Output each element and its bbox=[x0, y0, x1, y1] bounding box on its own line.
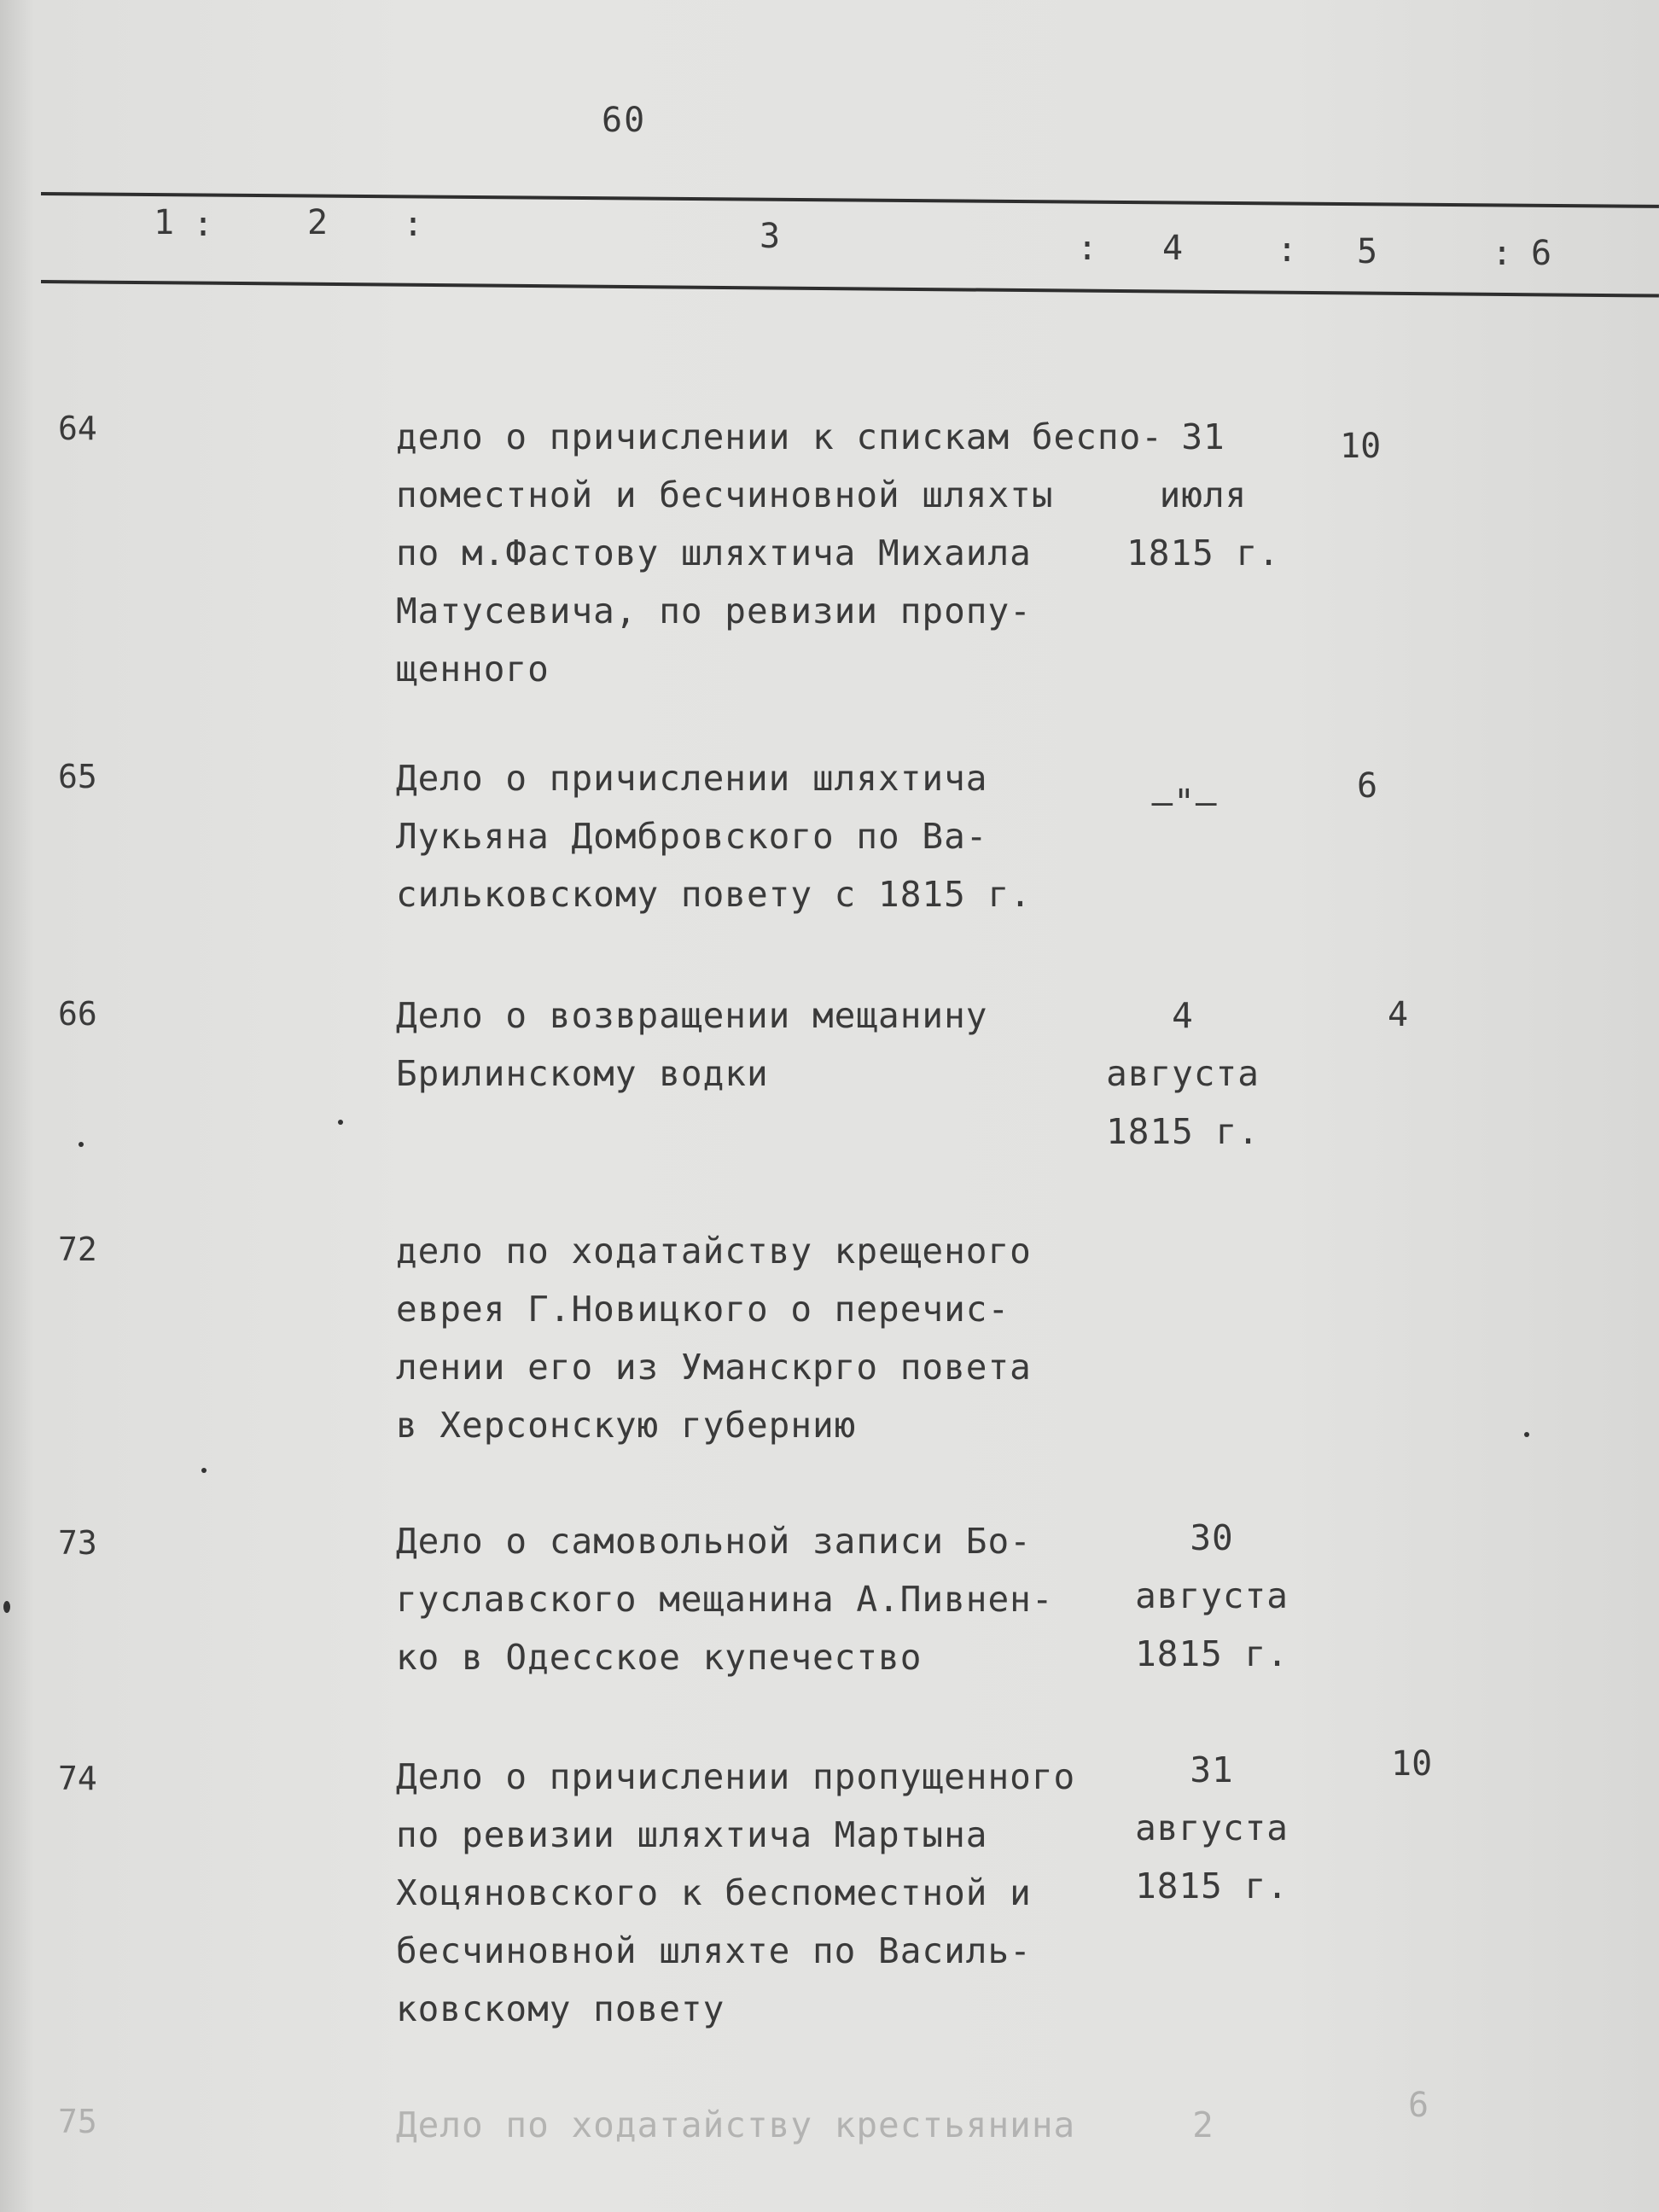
entry-date: 31 августа 1815 г. bbox=[1135, 1749, 1289, 1906]
scan-speck bbox=[201, 1468, 207, 1473]
scan-speck bbox=[79, 1142, 84, 1147]
entry-sheet-count: 10 bbox=[1391, 1744, 1433, 1784]
entry-number: 72 bbox=[58, 1231, 97, 1268]
scan-speck bbox=[3, 1601, 10, 1613]
header-bottom-rule bbox=[41, 280, 1659, 298]
entry-description: Дело по ходатайству крестьянина bbox=[396, 2104, 1076, 2145]
page-number: 60 bbox=[602, 101, 647, 140]
column-separator: : bbox=[403, 205, 424, 244]
entry-description: Дело о самовольной записи Бо- гуславского мещанина А.Пивнен- ко в Одесское купечество bbox=[396, 1521, 1054, 1678]
column-header-4: 4 bbox=[1162, 229, 1184, 268]
entry-date: 30 августа 1815 г. bbox=[1135, 1517, 1289, 1674]
entry-description: Дело о причислении шляхтича Лукьяна Домбровского по Ва- сильковскому повету с 1815 г. bbox=[396, 758, 1032, 915]
entry-sheet-count: 6 bbox=[1408, 2086, 1429, 2125]
entry-description: дело по ходатайству крещеного еврея Г.Новицкого о перечис- лении его из Уманскрго повета в Херсонскую губернию bbox=[396, 1231, 1032, 1446]
entry-description: Дело о возвращении мещанину Брилинскому водки bbox=[396, 995, 988, 1094]
entry-number: 66 bbox=[58, 995, 97, 1033]
column-separator: : bbox=[193, 205, 214, 244]
entry-number: 64 bbox=[58, 410, 97, 447]
entry-sheet-count: 6 bbox=[1357, 766, 1378, 806]
column-header-6: 6 bbox=[1531, 234, 1552, 273]
entry-sheet-count: 10 bbox=[1340, 427, 1382, 466]
entry-number: 75 bbox=[58, 2103, 97, 2140]
scan-speck bbox=[338, 1120, 343, 1125]
entry-number: 73 bbox=[58, 1524, 97, 1562]
entry-sheet-count: 4 bbox=[1388, 995, 1409, 1034]
column-separator: : bbox=[1077, 229, 1098, 268]
header-top-rule bbox=[41, 192, 1659, 208]
column-separator: : bbox=[1492, 234, 1513, 273]
column-separator: : bbox=[1277, 230, 1298, 270]
column-header-3: 3 bbox=[760, 217, 781, 256]
column-header-2: 2 bbox=[307, 203, 329, 242]
entry-date: 2 bbox=[1192, 2104, 1214, 2145]
entry-number: 65 bbox=[58, 758, 97, 795]
entry-date: 31 июля 1815 г. bbox=[1126, 416, 1280, 573]
entry-date: 4 августа 1815 г. bbox=[1106, 995, 1260, 1152]
scan-speck bbox=[1524, 1432, 1529, 1437]
column-header-5: 5 bbox=[1357, 232, 1378, 271]
column-header-1: 1 bbox=[154, 203, 175, 242]
entry-description: дело о причислении к спискам беспо- поместной и бесчиновной шляхты по м.Фастову шляхтича Михаила Матусевича, по ревизии пропу- щенного bbox=[396, 416, 1163, 690]
entry-description: Дело о причислении пропущенного по ревизии шляхтича Мартына Хоцяновского к беспоместной и бесчиновной шляхте по Василь- ковскому повету bbox=[396, 1756, 1076, 2029]
entry-number: 74 bbox=[58, 1760, 97, 1797]
entry-date: —"— bbox=[1151, 782, 1218, 823]
